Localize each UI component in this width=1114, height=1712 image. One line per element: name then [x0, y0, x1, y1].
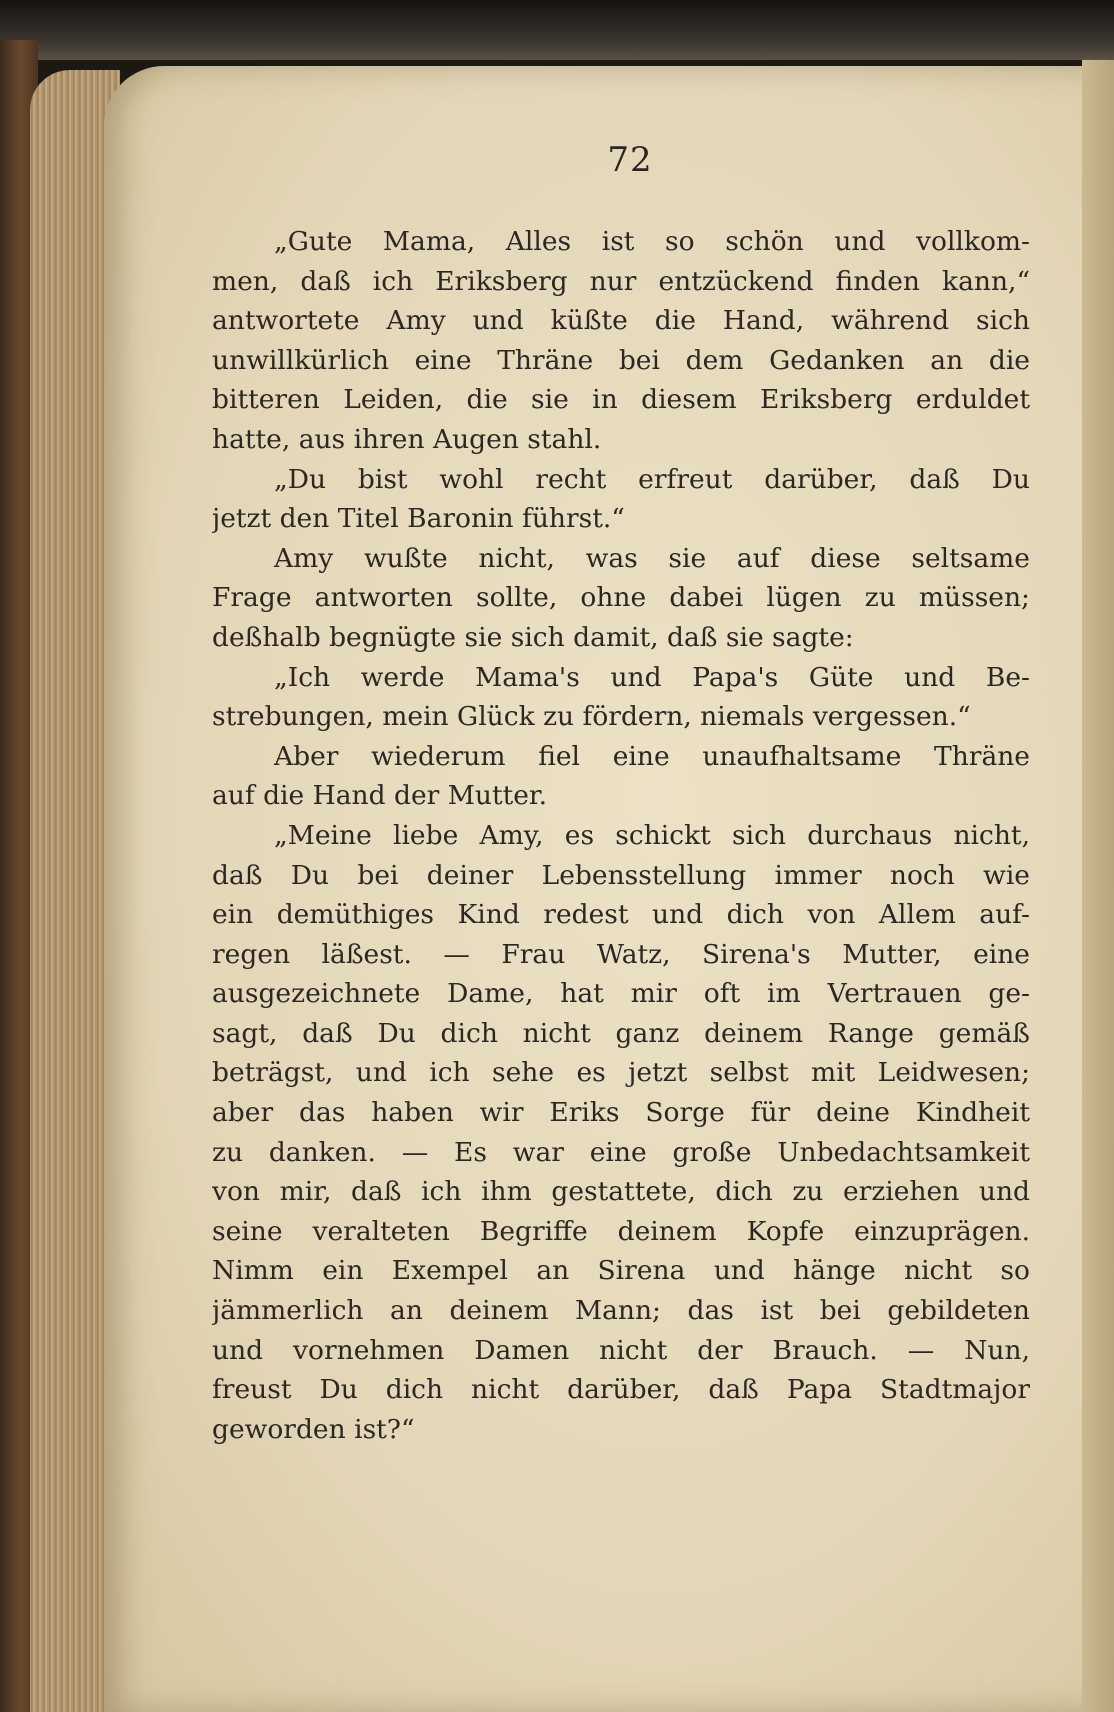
text-line: ein demüthiges Kind redest und dich von Allem auf-: [212, 899, 1030, 931]
text-line: „Meine liebe Amy, es schickt sich durchaus nicht,: [274, 819, 1030, 851]
text-line: deßhalb begnügte sie sich damit, daß sie sagte:: [212, 621, 854, 653]
text-line: freust Du dich nicht darüber, daß Papa Stadtmajor: [212, 1374, 1030, 1406]
text-line: unwillkürlich eine Thräne bei dem Gedanken an die: [212, 344, 1030, 376]
text-line: Frage antworten sollte, ohne dabei lügen zu müssen;: [212, 582, 1030, 614]
text-line: ausgezeichnete Dame, hat mir oft im Vertrauen ge-: [212, 978, 1030, 1010]
text-line: hatte, aus ihren Augen stahl.: [212, 423, 602, 455]
text-line: jämmerlich an deinem Mann; das ist bei gebildeten: [212, 1295, 1030, 1327]
book-cover-top-edge: [0, 0, 1114, 60]
text-line: aber das haben wir Eriks Sorge für deine Kindheit: [212, 1097, 1030, 1129]
body-text: [212, 222, 1030, 1449]
text-line: geworden ist?“: [212, 1413, 415, 1445]
text-line: „Gute Mama, Alles ist so schön und vollkom-: [274, 226, 1030, 257]
text-line: men, daß ich Eriksberg nur entzückend finden kann,“: [212, 265, 1030, 297]
text-line: sagt, daß Du dich nicht ganz deinem Range gemäß: [212, 1017, 1030, 1049]
text-line: regen läßest. — Frau Watz, Sirena's Mutter, eine: [212, 938, 1030, 970]
text-line: strebungen, mein Glück zu fördern, niemals vergessen.“: [212, 701, 971, 733]
text-line: Amy wußte nicht, was sie auf diese seltsame: [274, 542, 1030, 574]
text-line: jetzt den Titel Baronin führst.“: [212, 503, 625, 535]
text-line: auf die Hand der Mutter.: [212, 780, 548, 812]
text-line: „Du bist wohl recht erfreut darüber, daß Du: [274, 463, 1030, 495]
text-line: „Ich werde Mama's und Papa's Güte und Be-: [274, 661, 1030, 693]
text-line: und vornehmen Damen nicht der Brauch. — Nun,: [212, 1334, 1030, 1366]
text-line: zu danken. — Es war eine große Unbedachtsamkeit: [212, 1136, 1030, 1168]
text-line: antwortete Amy und küßte die Hand, während sich: [212, 305, 1030, 337]
page-number: 72: [607, 140, 653, 180]
text-line: beträgst, und ich sehe es jetzt selbst mit Leidwesen;: [212, 1057, 1030, 1089]
text-line: von mir, daß ich ihm gestattete, dich zu erziehen und: [212, 1176, 1030, 1208]
text-line: bitteren Leiden, die sie in diesem Eriksberg erduldet: [212, 384, 1030, 416]
text-line: seine veralteten Begriffe deinem Kopfe einzuprägen.: [212, 1215, 1030, 1247]
text-line: daß Du bei deiner Lebensstellung immer noch wie: [212, 859, 1030, 891]
text-line: Aber wiederum fiel eine unaufhaltsame Thräne: [274, 740, 1030, 772]
text-line: Nimm ein Exempel an Sirena und hänge nicht so: [212, 1255, 1030, 1287]
facing-page-edge: [1082, 60, 1114, 1712]
